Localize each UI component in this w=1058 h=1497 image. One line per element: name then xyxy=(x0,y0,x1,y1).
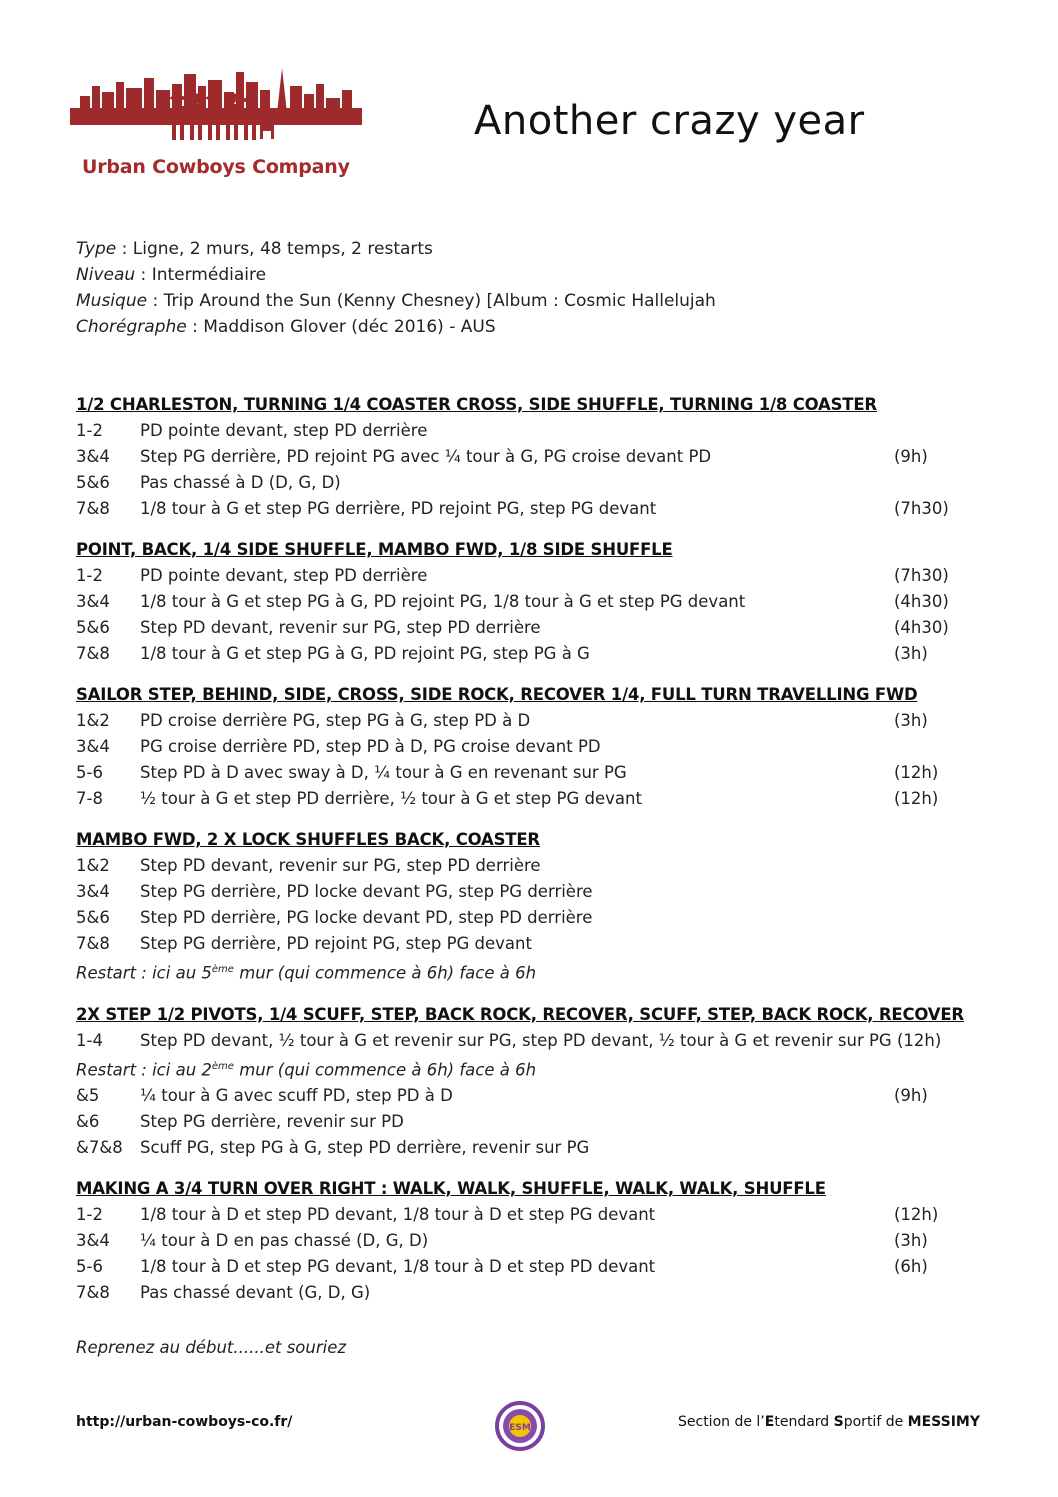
section-title: MAMBO FWD, 2 X LOCK SHUFFLES BACK, COASTER xyxy=(76,830,540,849)
step-line: 1-4 Step PD devant, ½ tour à G et revenir sur PG, step PD devant, ½ tour à G et revenir sur PG (12h) xyxy=(76,1030,942,1050)
esm-badge-icon xyxy=(494,1400,546,1452)
section-4 xyxy=(76,827,976,987)
skyline-cowboys-icon xyxy=(70,68,362,158)
section-title: 1/2 CHARLESTON, TURNING 1/4 COASTER CROSS, SIDE SHUFFLE, TURNING 1/8 COASTER xyxy=(76,395,877,414)
step-line: 1-2 PD pointe devant, step PD derrière xyxy=(76,421,428,440)
section-3 xyxy=(76,682,976,812)
club-section-text: Section de l’Etendard Sportif de MESSIMY xyxy=(678,1414,980,1430)
step-line: 5-6 1/8 tour à D et step PG devant, 1/8 tour à D et step PD devant (6h) xyxy=(76,1257,928,1276)
step-line: 3&4 Step PG derrière, PD locke devant PG, step PG derrière xyxy=(76,882,593,901)
page-title: Another crazy year xyxy=(474,98,865,144)
step-line: 1-2 PD pointe devant, step PD derrière (7h30) xyxy=(76,566,949,585)
step-line: 7&8 Step PG derrière, PD rejoint PG, step PG devant xyxy=(76,934,532,953)
section-6 xyxy=(76,1176,976,1306)
step-line: 7-8 ½ tour à G et step PD derrière, ½ tour à G et step PG devant (12h) xyxy=(76,789,939,808)
section-title: POINT, BACK, 1/4 SIDE SHUFFLE, MAMBO FWD, 1/8 SIDE SHUFFLE xyxy=(76,540,673,559)
step-line: 5&6 Step PD derrière, PG locke devant PD, step PD derrière xyxy=(76,908,593,927)
info-level: Niveau : Intermédiaire xyxy=(76,265,267,285)
info-type: Type : Ligne, 2 murs, 48 temps, 2 restarts xyxy=(76,239,433,259)
step-line: 7&8 Pas chassé devant (G, D, G) xyxy=(76,1283,371,1302)
step-line: &6 Step PG derrière, revenir sur PD xyxy=(76,1112,404,1131)
restart-note: Restart : ici au 2ème mur (qui commence à 6h) face à 6h xyxy=(76,1060,537,1079)
step-line: 3&4 1/8 tour à G et step PG à G, PD rejoint PG, 1/8 tour à G et step PG devant (4h30) xyxy=(76,592,949,611)
info-music: Musique : Trip Around the Sun (Kenny Chesney) [Album : Cosmic Hallelujah xyxy=(76,291,716,311)
step-line: 3&4 ¼ tour à D en pas chassé (D, G, D) (3h) xyxy=(76,1231,928,1250)
logo-text: Urban Cowboys Company xyxy=(82,156,350,178)
section-5 xyxy=(76,1002,976,1162)
section-title: MAKING A 3/4 TURN OVER RIGHT : WALK, WALK, SHUFFLE, WALK, WALK, SHUFFLE xyxy=(76,1179,826,1198)
step-line: 5-6 Step PD à D avec sway à D, ¼ tour à G en revenant sur PG (12h) xyxy=(76,763,939,782)
step-line: 5&6 Pas chassé à D (D, G, D) xyxy=(76,473,341,492)
step-line: 7&8 1/8 tour à G et step PG à G, PD rejoint PG, step PG à G (3h) xyxy=(76,644,928,663)
website-link[interactable]: http://urban-cowboys-co.fr/ xyxy=(76,1414,293,1430)
step-line: &5 ¼ tour à G avec scuff PD, step PD à D (9h) xyxy=(76,1086,928,1105)
section-2 xyxy=(76,537,976,667)
dance-info xyxy=(76,236,716,340)
section-title: SAILOR STEP, BEHIND, SIDE, CROSS, SIDE ROCK, RECOVER 1/4, FULL TURN TRAVELLING FWD xyxy=(76,685,918,704)
section-title: 2X STEP 1/2 PIVOTS, 1/4 SCUFF, STEP, BACK ROCK, RECOVER, SCUFF, STEP, BACK ROCK, RECOVER xyxy=(76,1004,964,1024)
step-sections xyxy=(76,392,976,1321)
step-line: 3&4 Step PG derrière, PD rejoint PG avec ¼ tour à G, PG croise devant PD (9h) xyxy=(76,447,928,466)
step-line: 7&8 1/8 tour à G et step PG derrière, PD rejoint PG, step PG devant (7h30) xyxy=(76,499,949,518)
step-line: 5&6 Step PD devant, revenir sur PG, step PD derrière (4h30) xyxy=(76,618,949,637)
step-line: 1&2 Step PD devant, revenir sur PG, step PD derrière xyxy=(76,856,541,875)
info-choreographer: Chorégraphe : Maddison Glover (déc 2016) - AUS xyxy=(76,317,496,337)
ending-note: Reprenez au début......et souriez xyxy=(76,1338,347,1357)
step-line: 1&2 PD croise derrière PG, step PG à G, step PD à D (3h) xyxy=(76,711,928,730)
company-logo xyxy=(70,68,362,186)
restart-note: Restart : ici au 5ème mur (qui commence à 6h) face à 6h xyxy=(76,963,537,983)
step-line: 3&4 PG croise derrière PD, step PD à D, PG croise devant PD xyxy=(76,737,601,756)
section-1 xyxy=(76,392,976,522)
svg-text:ESM: ESM xyxy=(509,1423,531,1433)
step-line: &7&8 Scuff PG, step PG à G, step PD derrière, revenir sur PG xyxy=(76,1138,590,1157)
step-line: 1-2 1/8 tour à D et step PD devant, 1/8 tour à D et step PG devant (12h) xyxy=(76,1205,939,1224)
esm-logo xyxy=(494,1400,546,1452)
